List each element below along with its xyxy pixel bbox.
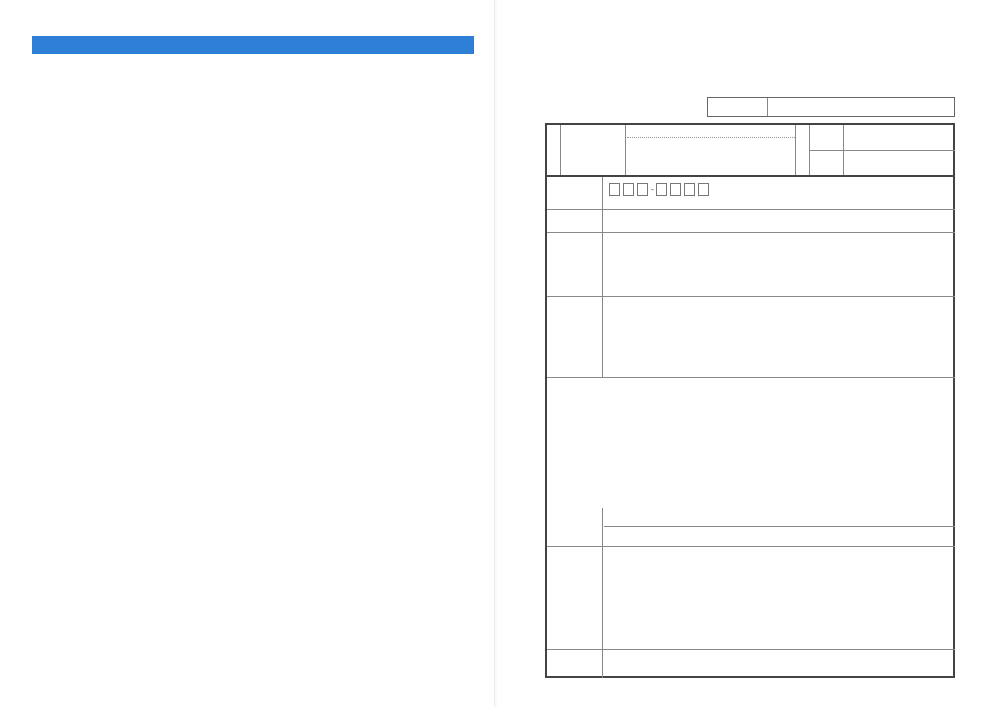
exam-number-field[interactable] (562, 125, 626, 175)
family-label (547, 547, 603, 649)
school-label (547, 210, 603, 232)
exam-number-label (547, 125, 561, 175)
dob-label (810, 125, 842, 150)
study-label (547, 508, 603, 546)
guidance-field[interactable] (604, 297, 955, 377)
name-label (629, 139, 677, 165)
application-form-page (497, 0, 1000, 707)
gender-label[interactable] (796, 125, 808, 175)
row-divider (547, 175, 955, 177)
age-label (810, 151, 842, 175)
row-divider (547, 546, 955, 547)
interviewer-box (707, 97, 955, 117)
row-divider (547, 209, 955, 210)
dob-field[interactable] (843, 125, 955, 150)
form-table (545, 123, 955, 678)
guidance-label (547, 297, 603, 377)
tel-field[interactable] (817, 185, 832, 196)
row-divider (547, 377, 955, 378)
notes-page (0, 0, 497, 707)
postal-code-field[interactable]: - (607, 183, 710, 196)
age-field[interactable] (843, 151, 955, 175)
furigana-label (629, 125, 669, 135)
interviewer-label (708, 98, 768, 116)
furigana-divider (627, 137, 795, 138)
section-title (32, 36, 474, 54)
address-label (547, 177, 603, 209)
reason-field[interactable] (604, 233, 955, 296)
study-divider (604, 526, 955, 527)
remarks-label (547, 650, 603, 678)
remarks-field[interactable] (604, 650, 955, 678)
name-field[interactable] (680, 139, 795, 173)
interviewer-field[interactable] (769, 98, 954, 116)
reason-label (547, 233, 603, 296)
